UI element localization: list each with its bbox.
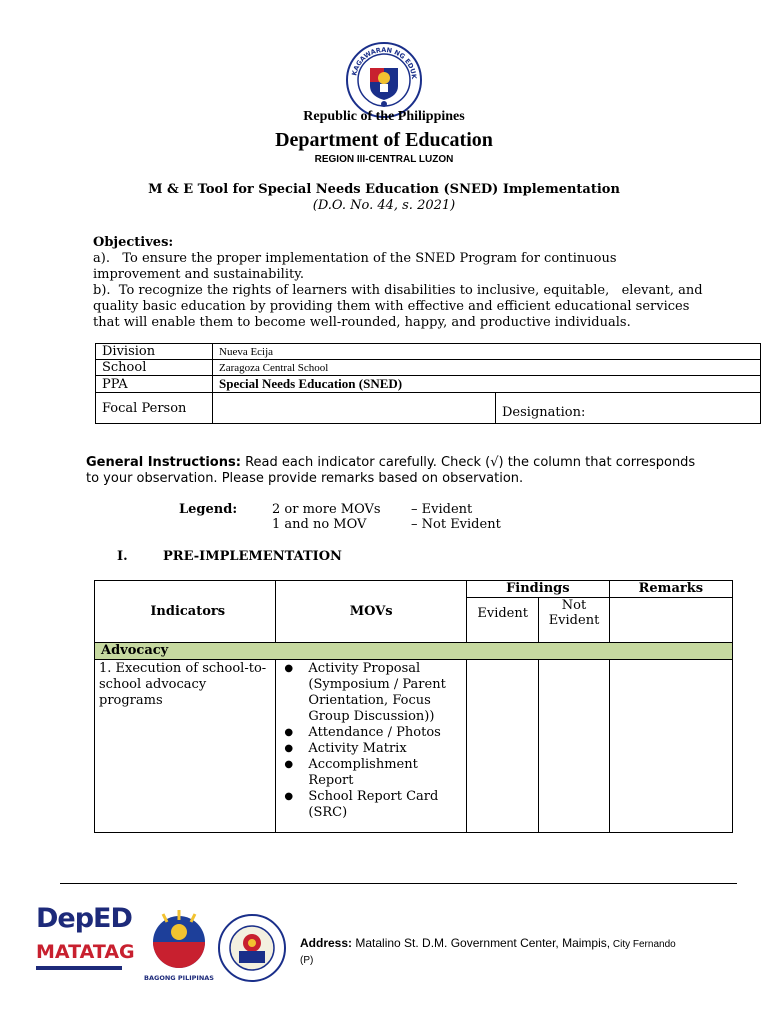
matatag-wordmark: MATATAG: [36, 941, 135, 963]
general-instructions: [86, 455, 746, 487]
objective-b-line1: b). To recognize the rights of learners with disabilities to inclusive, equitable, elevant, and: [93, 283, 703, 298]
legend-label: Legend:: [179, 502, 238, 517]
division-value: Nueva Ecija: [213, 344, 761, 360]
matatag-tagline-bar: [36, 966, 122, 970]
instructions-line1: Read each indicator carefully. Check (√) the column that corresponds: [240, 455, 696, 470]
col-indicators-header: Indicators: [95, 581, 276, 643]
legend-row1-right: – Evident: [411, 502, 473, 517]
evident-check-cell[interactable]: [466, 660, 538, 833]
form-title: M & E Tool for Special Needs Education (SNED) Implementation: [148, 182, 620, 197]
ppa-label: PPA: [96, 376, 213, 393]
col-not-evident-header: [539, 598, 609, 643]
objectives-block: [93, 235, 743, 331]
footer-address: [300, 935, 730, 969]
department-heading: Department of Education: [275, 129, 493, 151]
address-value: Matalino St. D.M. Government Center, Maimpis,: [352, 936, 611, 950]
not-evident-line2: Evident: [548, 613, 600, 628]
form-order: (D.O. No. 44, s. 2021): [312, 198, 456, 213]
designation-field[interactable]: [496, 393, 761, 424]
address-city-suffix: (P): [300, 955, 314, 966]
not-evident-check-cell[interactable]: [539, 660, 609, 833]
col-evident-header: Evident: [466, 598, 538, 643]
deped-seal: [346, 42, 422, 118]
mov-item-cont: (SRC): [308, 805, 348, 820]
school-value: Zaragoza Central School: [213, 360, 761, 376]
mov-item: ● Activity Proposal: [308, 661, 464, 677]
indicator-line2: school advocacy: [99, 677, 207, 692]
indicator-cell: [95, 660, 276, 833]
bagong-pilipinas-logo: [143, 908, 215, 984]
col-findings-header: Findings: [466, 581, 609, 598]
mov-item-cont: (Symposium / Parent: [308, 677, 446, 692]
section-number: I.: [117, 549, 128, 564]
col-movs-header: MOVs: [276, 581, 467, 643]
bagong-pilipinas-text: BAGONG PILIPINAS: [144, 974, 214, 982]
movs-cell: [276, 660, 467, 833]
mov-item-cont: Group Discussion)): [308, 709, 435, 724]
mov-item: ● Activity Matrix: [308, 741, 464, 757]
ppa-value: Special Needs Education (SNED): [213, 376, 761, 393]
designation-label: Designation:: [502, 405, 586, 420]
school-info-table: [95, 343, 761, 424]
division-label: Division: [96, 344, 213, 360]
mov-item-cont: Report: [308, 773, 354, 788]
footer-deped-seal: [217, 913, 287, 983]
legend-row2-left: 1 and no MOV: [272, 517, 367, 532]
svg-text:KAGAWARAN NG EDUKASYON: KAGAWARAN NG EDUK: [350, 45, 419, 80]
col-remarks-header: Remarks: [609, 581, 732, 598]
mov-item: ● School Report Card: [308, 789, 464, 805]
objectives-heading: Objectives:: [93, 235, 174, 250]
not-evident-line1: Not: [561, 598, 587, 613]
pre-implementation-table: [94, 580, 733, 833]
bagong-pilipinas-emblem-icon: [143, 908, 215, 970]
republic-heading: Republic of the Philippines: [303, 109, 465, 124]
address-label: Address:: [300, 936, 353, 950]
region-heading: REGION III-CENTRAL LUZON: [314, 154, 454, 165]
indicator-line3: programs: [99, 693, 163, 708]
section-title: PRE-IMPLEMENTATION: [163, 549, 342, 564]
objective-a-line1: a). To ensure the proper implementation of the SNED Program for continuous: [93, 251, 617, 266]
school-label: School: [96, 360, 213, 376]
category-row-advocacy: [95, 643, 733, 660]
indicator-line1: 1. Execution of school-to-: [99, 661, 267, 676]
instructions-line2: to your observation. Please provide remarks based on observation.: [86, 471, 524, 486]
legend-row1-left: 2 or more MOVs: [272, 502, 381, 517]
focal-person-field[interactable]: [213, 393, 496, 424]
remarks-subheader: [609, 598, 732, 643]
instructions-bold: General Instructions:: [86, 455, 241, 470]
focal-person-label: Focal Person: [96, 393, 213, 424]
address-city: City Fernando: [610, 939, 676, 950]
objective-b-line2: quality basic education by providing them with effective and efficient educational services: [93, 299, 690, 314]
deped-wordmark: DepED: [36, 903, 132, 934]
footer-divider: [60, 883, 737, 884]
movs-list: [280, 661, 464, 821]
objective-a-line2: improvement and sustainability.: [93, 267, 304, 282]
deped-matatag-logo: [36, 902, 135, 982]
legend-row2-right: – Not Evident: [411, 517, 501, 532]
remarks-cell[interactable]: [609, 660, 732, 833]
mov-item-cont: Orientation, Focus: [308, 693, 431, 708]
mov-item: ● Attendance / Photos: [308, 725, 464, 741]
category-label: Advocacy: [101, 643, 169, 658]
mov-item: ● Accomplishment: [308, 757, 464, 773]
objective-b-line3: that will enable them to become well-rounded, happy, and productive individuals.: [93, 315, 631, 330]
